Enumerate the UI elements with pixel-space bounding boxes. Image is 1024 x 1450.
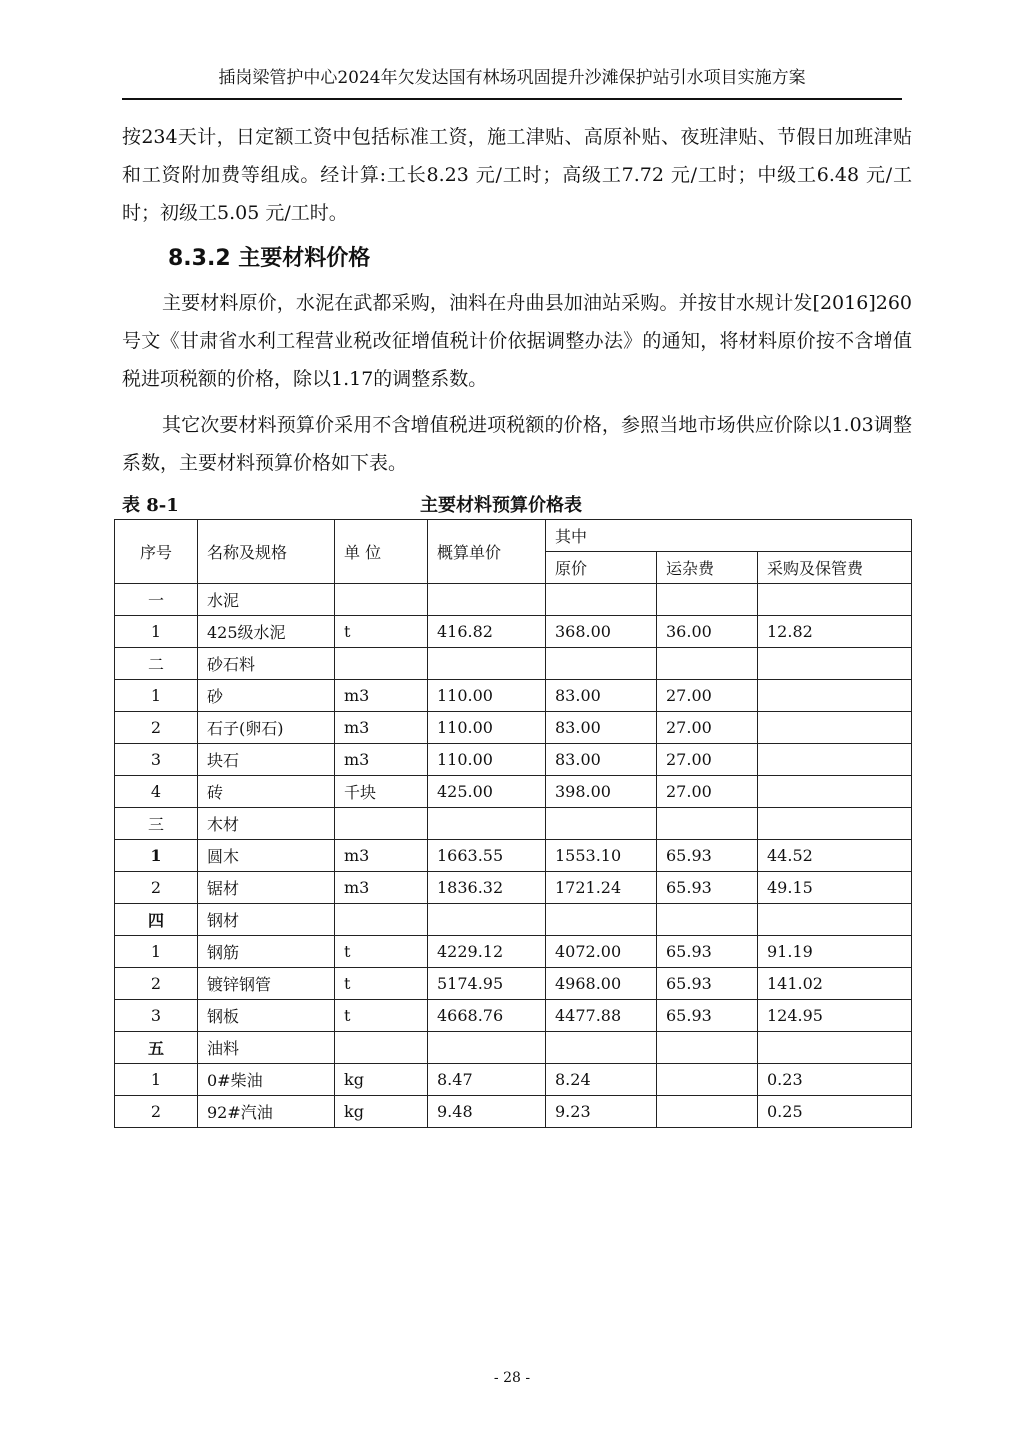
cell-unit: 千块 [335,776,428,808]
cell-name: 水泥 [198,584,335,616]
cell-seq: 3 [115,744,198,776]
paragraph-wage: 按234天计，日定额工资中包括标准工资，施工津贴、高原补贴、夜班津贴、节假日加班津贴和工资附加费等组成。经计算:工长8.23 元/工时；高级工7.72 元/工时；中级工6.48 元/工时；初级工5.05 元/工时。 [122,126,912,224]
table-row [115,904,912,936]
cell-unit [335,904,428,936]
page-number: - 28 - [493,1370,531,1386]
cell-freight [657,1096,758,1128]
cell-seq: 2 [115,1096,198,1128]
table-row [115,1000,912,1032]
cell-orig: 398.00 [546,776,657,808]
cell-seq: 2 [115,968,198,1000]
cell-price: 5174.95 [428,968,546,1000]
header-orig: 原价 [546,552,657,584]
cell-storage [758,584,912,616]
cell-price: 416.82 [428,616,546,648]
cell-price: 110.00 [428,744,546,776]
paragraph-secondary-materials: 其它次要材料预算价采用不含增值税进项税额的价格，参照当地市场供应价除以1.03调整系数，主要材料预算价格如下表。 [122,414,912,474]
cell-name: 圆木 [198,840,335,872]
cell-storage: 141.02 [758,968,912,1000]
cell-freight: 65.93 [657,872,758,904]
table-row [115,648,912,680]
table-row [115,1096,912,1128]
cell-unit: t [335,616,428,648]
table-title: 主要材料预算价格表 [420,495,582,516]
cell-freight [657,1032,758,1064]
cell-orig: 1553.10 [546,840,657,872]
cell-name: 砂 [198,680,335,712]
cell-unit [335,1032,428,1064]
cell-orig: 83.00 [546,744,657,776]
table-row [115,712,912,744]
cell-freight [657,584,758,616]
cell-price [428,808,546,840]
cell-name: 砂石料 [198,648,335,680]
cell-unit: t [335,968,428,1000]
cell-orig: 368.00 [546,616,657,648]
cell-freight: 27.00 [657,744,758,776]
cell-orig: 83.00 [546,712,657,744]
cell-seq: 1 [115,840,198,872]
cell-orig: 8.24 [546,1064,657,1096]
cell-storage: 12.82 [758,616,912,648]
cell-seq: 二 [115,648,198,680]
cell-unit: m3 [335,712,428,744]
cell-seq: 1 [115,680,198,712]
cell-freight [657,808,758,840]
cell-unit: t [335,936,428,968]
header-seq: 序号 [115,520,198,584]
cell-orig: 4968.00 [546,968,657,1000]
cell-orig: 4477.88 [546,1000,657,1032]
table-row [115,616,912,648]
cell-orig [546,584,657,616]
cell-price: 1836.32 [428,872,546,904]
header-freight: 运杂费 [657,552,758,584]
cell-orig: 4072.00 [546,936,657,968]
cell-storage [758,680,912,712]
cell-freight: 27.00 [657,680,758,712]
cell-storage: 91.19 [758,936,912,968]
materials-price-table [114,519,912,1128]
cell-price: 1663.55 [428,840,546,872]
cell-price [428,584,546,616]
cell-unit: m3 [335,680,428,712]
cell-freight: 27.00 [657,776,758,808]
paragraph-material-origin: 主要材料原价，水泥在武都采购，油料在舟曲县加油站采购。并按甘水规计发[2016]260号文《甘肃省水利工程营业税改征增值税计价依据调整办法》的通知，将材料原价按不含增值税进项税额的价格，除以1.17的调整系数。 [122,292,912,390]
cell-freight: 65.93 [657,840,758,872]
cell-unit: kg [335,1064,428,1096]
cell-seq: 1 [115,936,198,968]
table-row [115,584,912,616]
table-header-row [115,520,912,552]
header-name: 名称及规格 [198,520,335,584]
table-row [115,1064,912,1096]
cell-freight: 65.93 [657,1000,758,1032]
table-row [115,744,912,776]
cell-price: 9.48 [428,1096,546,1128]
cell-storage: 124.95 [758,1000,912,1032]
cell-name: 92#汽油 [198,1096,335,1128]
cell-freight: 27.00 [657,712,758,744]
cell-unit: m3 [335,872,428,904]
cell-seq: 一 [115,584,198,616]
cell-orig [546,904,657,936]
header-group: 其中 [546,520,912,552]
cell-storage [758,904,912,936]
cell-seq: 1 [115,616,198,648]
cell-freight: 65.93 [657,968,758,1000]
cell-orig: 9.23 [546,1096,657,1128]
cell-price: 4229.12 [428,936,546,968]
cell-orig [546,808,657,840]
cell-name: 钢板 [198,1000,335,1032]
cell-storage [758,712,912,744]
cell-freight [657,648,758,680]
cell-storage: 49.15 [758,872,912,904]
cell-seq: 1 [115,1064,198,1096]
cell-storage [758,648,912,680]
cell-price [428,648,546,680]
page-header: 插岗梁管护中心2024年欠发达国有林场巩固提升沙滩保护站引水项目实施方案 [218,68,806,88]
cell-storage: 44.52 [758,840,912,872]
table-row [115,872,912,904]
cell-freight: 65.93 [657,936,758,968]
cell-name: 钢材 [198,904,335,936]
cell-freight: 36.00 [657,616,758,648]
cell-seq: 2 [115,712,198,744]
header-storage: 采购及保管费 [758,552,912,584]
cell-price: 4668.76 [428,1000,546,1032]
cell-unit: m3 [335,840,428,872]
cell-name: 镀锌钢管 [198,968,335,1000]
cell-seq: 3 [115,1000,198,1032]
cell-name: 425级水泥 [198,616,335,648]
cell-name: 钢筋 [198,936,335,968]
cell-seq: 2 [115,872,198,904]
cell-orig: 83.00 [546,680,657,712]
cell-seq: 四 [115,904,198,936]
cell-orig [546,1032,657,1064]
cell-unit [335,648,428,680]
cell-orig [546,648,657,680]
cell-seq: 4 [115,776,198,808]
cell-seq: 三 [115,808,198,840]
cell-seq: 五 [115,1032,198,1064]
cell-storage [758,776,912,808]
table-row [115,968,912,1000]
cell-price: 8.47 [428,1064,546,1096]
cell-name: 0#柴油 [198,1064,335,1096]
cell-unit [335,584,428,616]
table-row [115,1032,912,1064]
cell-freight [657,904,758,936]
cell-freight [657,1064,758,1096]
cell-price [428,1032,546,1064]
cell-unit: kg [335,1096,428,1128]
cell-storage [758,808,912,840]
cell-name: 锯材 [198,872,335,904]
cell-name: 石子(卵石) [198,712,335,744]
table-row [115,808,912,840]
section-heading: 8.3.2 主要材料价格 [168,246,371,271]
cell-unit: t [335,1000,428,1032]
cell-storage: 0.25 [758,1096,912,1128]
cell-unit: m3 [335,744,428,776]
table-row [115,840,912,872]
cell-name: 块石 [198,744,335,776]
cell-price: 110.00 [428,712,546,744]
cell-name: 油料 [198,1032,335,1064]
cell-storage [758,1032,912,1064]
header-unit: 单 位 [335,520,428,584]
cell-price: 110.00 [428,680,546,712]
table-label: 表 8-1 [122,495,179,516]
cell-orig: 1721.24 [546,872,657,904]
header-rule [122,98,902,100]
cell-price: 425.00 [428,776,546,808]
cell-name: 木材 [198,808,335,840]
table-row [115,680,912,712]
cell-storage: 0.23 [758,1064,912,1096]
cell-price [428,904,546,936]
cell-unit [335,808,428,840]
table-row [115,776,912,808]
cell-storage [758,744,912,776]
header-price: 概算单价 [428,520,546,584]
table-row [115,936,912,968]
cell-name: 砖 [198,776,335,808]
